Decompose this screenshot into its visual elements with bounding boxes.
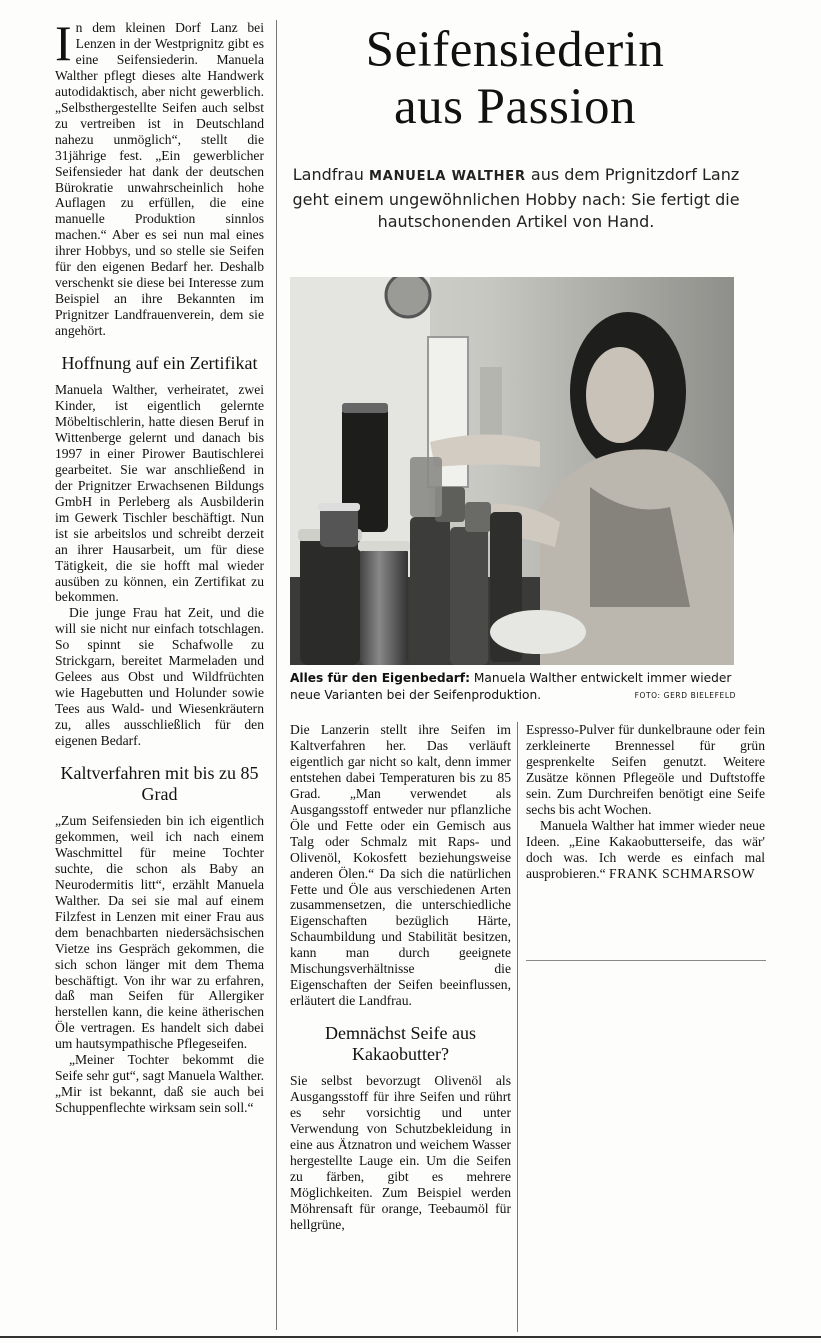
caption-lead: Alles für den Eigenbedarf:: [290, 671, 470, 685]
photo-illustration: [290, 277, 734, 665]
paragraph-kaltverfahren: Die Lanzerin stellt ihre Seifen im Kaltverfahren her. Das verläuft eigentlich gar nicht so kalt, denn immer entstehen dabei Temperaturen bis zu 85 Grad. „Man verwendet als Ausgangsstoff entweder nur pflanzliche Öle und Fette oder ein Gemisch aus Talg oder Schmalz mit Raps- und Olivenöl, Kokosfett beziehungsweise anderen Ölen.“ Da sich die natürlichen Fette und Öle aus verschiedenen Arten zusammensetzen, die unterschiedliche Eigenschaften bezüglich Härte, Schaumbildung und Stabilität besitzen, kann man durch geeignete Mischungsverhältnisse die Eigenschaften der Seifen beeinflussen, erläutert die Landfrau.: [290, 722, 511, 1009]
intro-text: n dem kleinen Dorf Lanz bei Lenzen in der Westprignitz gibt es eine Seifensiederin. Manuela Walther pflegt dieses alte Handwerk autodidaktisch, aber nicht gewerblich. „Selbsthergestellte Seifen auch selbst zu vertreiben ist in Deutschland nahezu unmöglich“, stellt die 31jährige fest. „Ein gewerblicher Seifensieder hat dank der deutschen Bürokratie unwahrscheinlich hohe Auflagen zu erfüllen, die eine manuelle Produktion sinnlos machen.“ Aber es sei nun mal eines ihrer Hobbys, und so stelle sie Seifen für den eigenen Bedarf her. Deshalb verschenkt sie diese bei Interesse zum Beispiel an ihre Bekannten im Prignitzer Landfrauenverein, dem sie angehört.: [55, 20, 264, 339]
deck-subtitle: [285, 164, 747, 234]
headline-line-2: aus Passion: [393, 79, 637, 135]
paragraph-ideen: [526, 818, 765, 882]
headline: [280, 22, 750, 136]
deck-name: MANUELA WALTHER: [369, 169, 526, 184]
subheading-zertifikat: Hoffnung auf ein Zertifikat: [61, 353, 258, 374]
author-byline: FRANK SCHMARSOW: [609, 865, 756, 881]
paragraph-career: Manuela Walther, verheiratet, zwei Kinder, ist eigentlich gelernte Möbeltischlerin, hatte diesen Beruf in Wittenberge gelernt und danach bis 1997 in einer Pirower Bautischlerei gearbeitet. Sie war anschließend in der Prignitzer Erwachsenen Bildungs GmbH in Perleberg als Ausbilderin im Gewerk Tischler beschäftigt. Nun ist sie arbeitslos und schreibt derzeit an ihrer Hausarbeit, um für diese Tätigkeit, die sie hofft mal wieder ausüben zu können, ein Zertifikat zu bekommen.: [55, 382, 264, 605]
subheading-kakaobutter: Demnächst Seife aus Kakaobutter?: [325, 1023, 476, 1065]
column-rule: [517, 722, 518, 1332]
deck-before: Landfrau: [292, 165, 370, 184]
ideen-text: Manuela Walther hat immer wieder neue Ideen. „Eine Kakaobutterseife, das wär' doch was. Ich werde es einfach mal ausprobieren.“: [526, 817, 765, 881]
headline-line-1: Seifensiederin: [365, 22, 665, 78]
article-column-1: [55, 15, 264, 1116]
article-photo: [290, 277, 734, 665]
article-column-3: [526, 722, 765, 882]
paragraph-olivenoel: Sie selbst bevorzugt Olivenöl als Ausgangsstoff für ihre Seifen und rührt es sehr vorsichtig und unter Verwendung von Schutzbekleidung in eine aus Ätznatron und weichem Wasser hergestellte Lauge ein. Um die Seifen zu färben, gibt es mehrere Möglichkeiten. Zum Beispiel werden Möhrensaft für orange, Teebaumöl für hellgrüne,: [290, 1073, 511, 1232]
deck-after: aus dem Prignitzdorf Lanz geht einem ungewöhnlichen Hobby nach: Sie fertigt die hautschonenden Artikel von Hand.: [292, 165, 740, 231]
paragraph-daughter: „Meiner Tochter bekommt die Seife sehr gut“, sagt Manuela Walther. „Mir ist bekannt, daß sie auch bei Schuppenflechte wirksam sein soll.“: [55, 1052, 264, 1116]
caption-text: Manuela Walther entwickelt immer wieder neue Varianten bei der Seifenproduktion.: [290, 671, 732, 702]
intro-paragraph: [55, 15, 264, 339]
drop-cap: I: [55, 15, 72, 71]
photo-caption: [290, 670, 736, 704]
subheading-kaltverfahren: Kaltverfahren mit bis zu 85 Grad: [60, 762, 259, 804]
paragraph-hobbies: Die junge Frau hat Zeit, und die will sie nicht nur einfach totschlagen. So spinnt sie Schafwolle zu Strickgarn, bereitet Marmeladen und Gelees aus Obst und Wildfrüchten wie Hagebutten und Holunder sowie Tees aus Wald- und Wiesenkräutern zu, alles ausschließlich für den eigenen Bedarf.: [55, 605, 264, 749]
photo-credit: FOTO: GERD BIELEFELD: [634, 691, 736, 700]
paragraph-farben: Espresso-Pulver für dunkelbraune oder fein zerkleinerte Brennessel für grün gesprenkelte Seifen genutzt. Weitere Zusätze können Pflegeöle und Duftstoffe sein. Zum Durchreifen benötigt eine Seife sechs bis acht Wochen.: [526, 722, 765, 817]
paragraph-origin: „Zum Seifensieden bin ich eigentlich gekommen, weil ich nach einem Waschmittel für meine Tochter suchte, die schon als Baby an Neurodermitis litt“, erzählt Manuela Walther. Da sei sie mal auf einem Filzfest in Lenzen mit einer Frau aus dem benachbarten niedersächsischen Vietze ins Gespräch gekommen, die sich schon länger mit dem Thema beschäftigt. Von ihr war zu erfahren, daß man Seifen für Allergiker herstellen kann, die keine ätherischen Öle vertragen. Es handelt sich dabei um hautsympathische Pflegeseifen.: [55, 812, 264, 1052]
article-column-2: [290, 722, 511, 1233]
article-end-rule: [526, 960, 766, 961]
column-rule: [276, 20, 277, 1330]
page-bottom-rule: [0, 1336, 821, 1338]
